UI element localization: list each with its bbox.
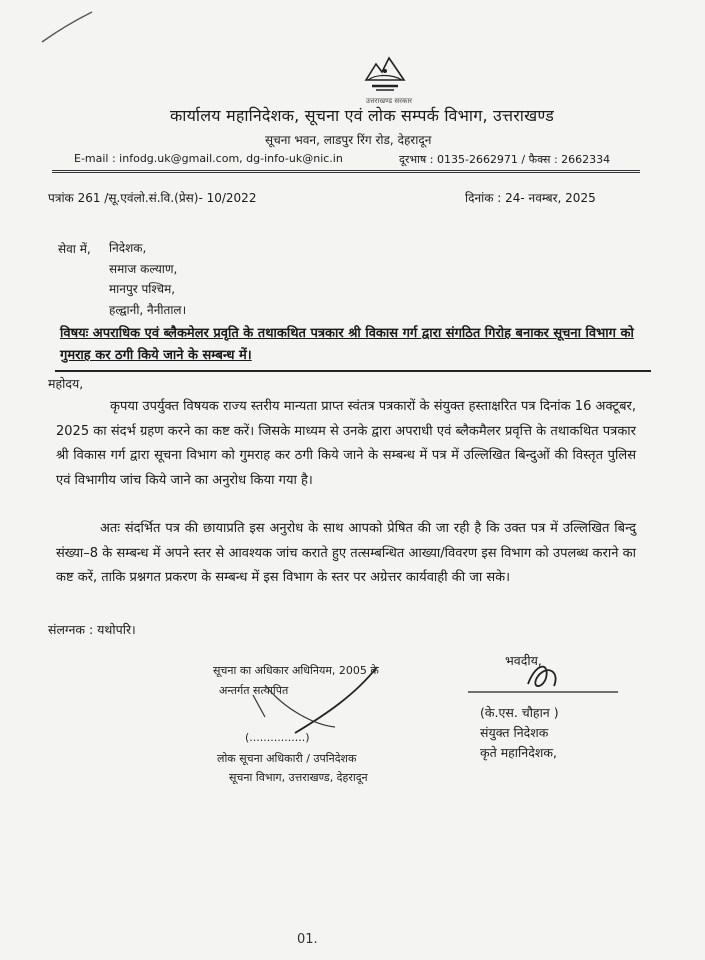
header-rule-2 xyxy=(52,172,640,173)
body-paragraph-2: अतः संदर्भित पत्र की छायाप्रति इस अनुरोध के साथ आपको प्रेषित की जा रही है कि उक्त पत्र में उल्लिखित बिन्दु संख्या–8 के सम्बन्ध में अपने स्तर से आवश्यक जांच कराते हुए तत्सम्बन्धित आख्या/विवरण इस विभाग को उपलब्ध कराने का कष्ट करें, ताकि प्रश्नगत प्रकरण के सम्बन्ध में इस विभाग के स्तर पर अग्रेत्तर कार्यवाही की जा सके। xyxy=(56,521,636,585)
body-paragraph-1: कृपया उपर्युक्त विषयक राज्य स्तरीय मान्यता प्राप्त स्वंतत्र पत्रकारों के संयुक्त हस्ताक्षरित पत्र दिनांक 16 अक्टूबर, 2025 का संदर्भ ग्रहण करने का कष्ट करें। जिसके माध्यम से उनके द्वारा अपराधी एवं ब्लैकमैलर प्रवृत्ति के तथाकथित पत्रकार श्री विकास गर्ग द्वारा सूचना विभाग को गुमराह कर ठगी किये जाने के सम्बन्ध में पत्र में उल्लिखित बिन्दुओं की विस्तृत पुलिस एवं विभागीय जांच किये जाने का अनुरोध किया गया है। xyxy=(56,399,636,488)
addressee-line: निदेशक, xyxy=(109,241,147,255)
office-title: कार्यालय महानिदेशक, सूचना एवं लोक सम्पर्क विभाग, उत्तराखण्ड xyxy=(170,106,554,125)
stamp-line: सूचना का अधिकार अधिनियम, 2005 के xyxy=(213,664,379,677)
reference-number: पत्रांक 261 /सू.एवंलो.सं.वि.(प्रेस)- 10/2022 xyxy=(48,191,257,205)
email-line: E-mail : infodg.uk@gmail.com, dg-info-uk@nic.in xyxy=(74,152,343,165)
signatory-designation: संयुक्त निदेशक xyxy=(480,725,549,740)
stamp-line: लोक सूचना अधिकारी / उपनिदेशक xyxy=(217,752,357,765)
attestation-stamp xyxy=(205,655,445,785)
header-rule xyxy=(52,170,640,171)
subject-line: विषयः अपराधिक एवं ब्लैकमेलर प्रवृति के तथाकथित पत्रकार श्री विकास गर्ग द्वारा संगठित गिरोह बनाकर सूचना विभाग को गुमराह कर ठगी किये जाने के सम्बन्ध में। xyxy=(60,326,634,363)
govt-emblem-icon xyxy=(362,50,408,96)
to-label: सेवा में, xyxy=(58,242,91,256)
addressee-line: हल्द्वानी, नैनीताल। xyxy=(109,302,187,317)
signatory-block xyxy=(480,703,559,763)
addressee-block xyxy=(109,238,186,320)
signatory-name: (के.एस. चौहान ) xyxy=(480,705,559,720)
salutation: महोदय, xyxy=(48,376,84,391)
stamp-line: अन्तर्गत सत्यापित xyxy=(219,684,289,697)
stamp-line: (................) xyxy=(245,731,310,744)
page-mark: 01. xyxy=(297,932,318,947)
addressee-line: समाज कल्याण, xyxy=(109,261,178,276)
phone-fax-line: दूरभाष : 0135-2662971 / फैक्स : 2662334 xyxy=(399,153,611,166)
closing: भवदीय, xyxy=(505,653,542,668)
stamp-line: सूचना विभाग, उत्तराखण्ड, देहरादून xyxy=(229,771,368,784)
signatory-on-behalf: कृते महानिदेशक, xyxy=(480,745,557,760)
addressee-line: मानपुर पश्चिम, xyxy=(109,282,176,296)
corner-scribble xyxy=(38,8,98,48)
handwritten-signature xyxy=(468,642,618,712)
office-address: सूचना भवन, लाडपुर रिंग रोड, देहरादून xyxy=(265,133,432,147)
letter-date: दिनांक : 24- नवम्बर, 2025 xyxy=(465,191,596,205)
enclosure-line: संलग्नक : यथोपरि। xyxy=(48,622,136,637)
emblem-caption: उत्तराखण्ड सरकार xyxy=(366,97,413,105)
stamp-signature-stroke xyxy=(205,655,445,785)
